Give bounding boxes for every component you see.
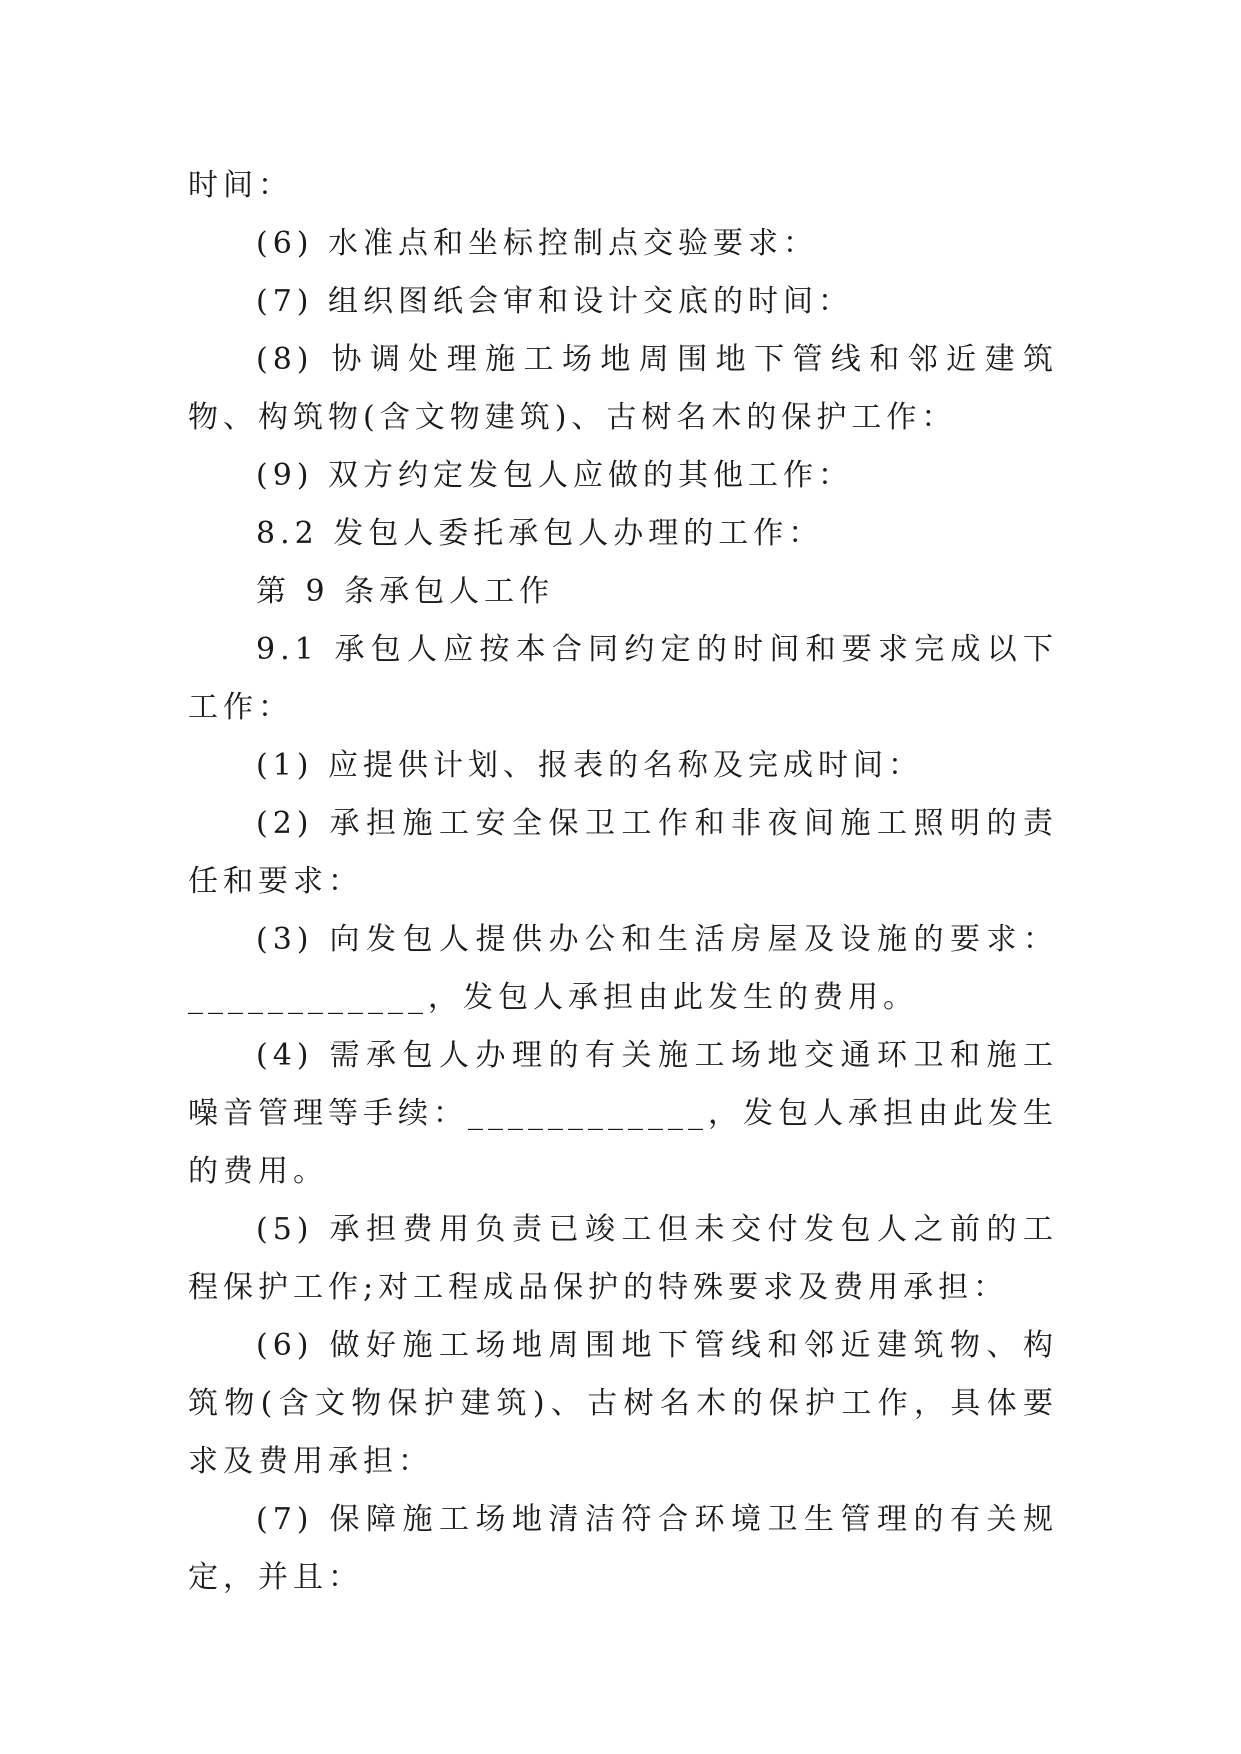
paragraph-9-1-contractor-duties: 9.1 承包人应按本合同约定的时间和要求完成以下工作： xyxy=(188,632,1058,725)
paragraph-2-security: (2) 承担施工安全保卫工作和非夜间施工照明的责任和要求： xyxy=(188,806,1058,899)
paragraph-6-benchmark: (6) 水准点和坐标控制点交验要求： xyxy=(256,226,819,261)
paragraph-6-site-protection: (6) 做好施工场地周围地下管线和邻近建筑物、构筑物(含文物保护建筑)、古树名木的保护工作，具体要求及费用承担： xyxy=(188,1328,1058,1479)
paragraph-7-drawing-review: (7) 组织图纸会审和设计交底的时间： xyxy=(256,284,854,319)
paragraph-4-procedures: (4) 需承包人办理的有关施工场地交通环卫和施工噪音管理等手续：____________，发包人承担由此发生的费用。 xyxy=(188,1038,1058,1189)
paragraph-time: 时间： xyxy=(188,168,293,203)
paragraph-7-site-cleanliness: (7) 保障施工场地清洁符合环境卫生管理的有关规定，并且： xyxy=(188,1502,1058,1595)
paragraph-8-coordination: (8) 协调处理施工场地周围地下管线和邻近建筑物、构筑物(含文物建筑)、古树名木的保护工作： xyxy=(188,342,1058,435)
paragraph-5-protection: (5) 承担费用负责已竣工但未交付发包人之前的工程保护工作;对工程成品保护的特殊要求及费用承担： xyxy=(188,1212,1058,1305)
paragraph-8-2-entrusted-work: 8.2 发包人委托承包人办理的工作： xyxy=(256,516,824,551)
paragraph-1-reports: (1) 应提供计划、报表的名称及完成时间： xyxy=(256,748,924,783)
section-heading-article-9: 第 9 条承包人工作 xyxy=(256,574,555,609)
paragraph-3-office-housing: (3) 向发包人提供办公和生活房屋及设施的要求：____________，发包人承担由此发生的费用。 xyxy=(188,922,1058,1015)
paragraph-9-other-work: (9) 双方约定发包人应做的其他工作： xyxy=(256,458,854,493)
document-body xyxy=(188,157,1058,1607)
